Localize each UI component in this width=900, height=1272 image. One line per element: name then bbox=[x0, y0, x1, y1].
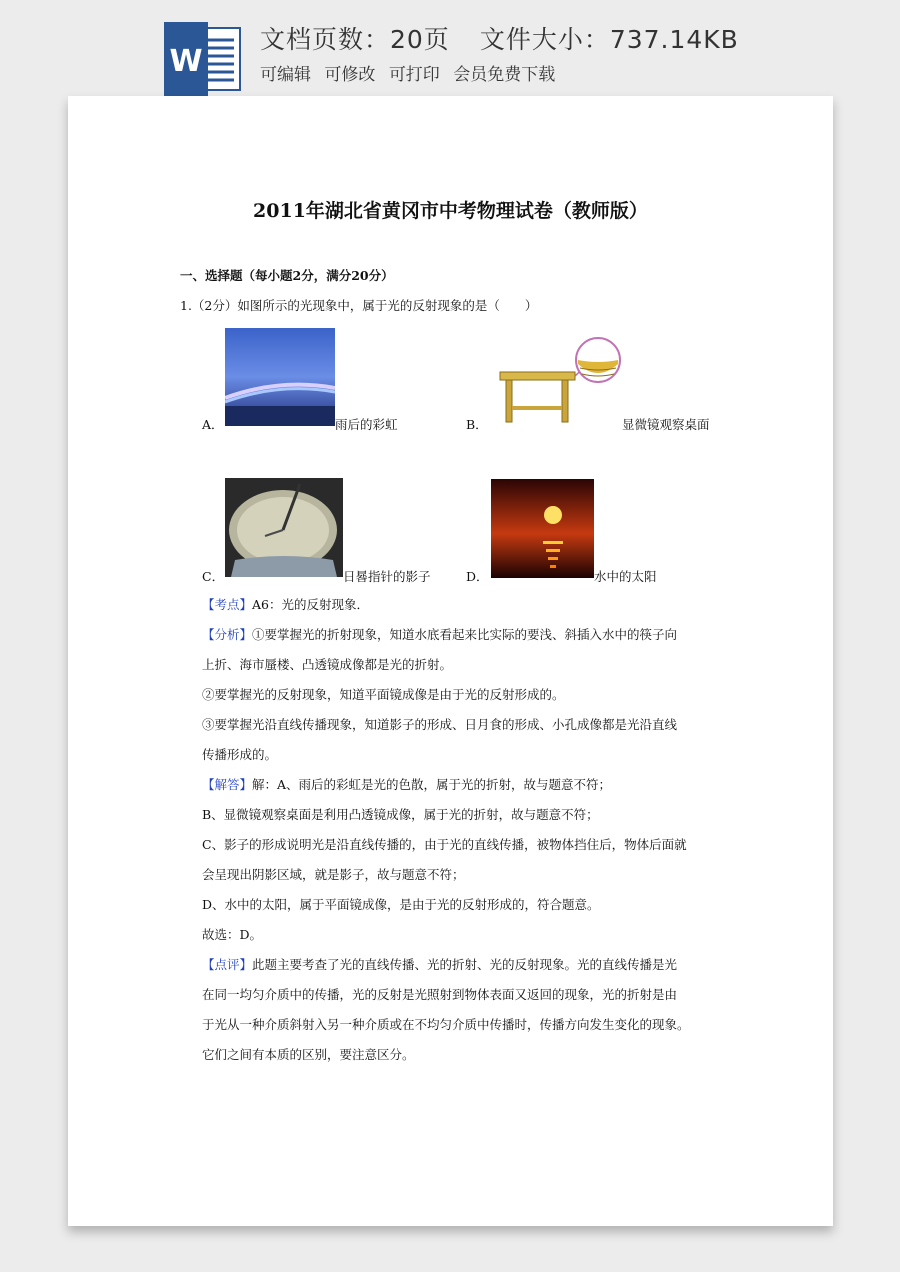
dianping-line-3: 于光从一种介质斜射入另一种介质或在不均匀介质中传播时，传播方向发生变化的现象。 bbox=[202, 1017, 690, 1032]
kaodian-text: A6：光的反射现象． bbox=[252, 597, 369, 612]
feature-printable: 可打印 bbox=[388, 65, 440, 85]
jieda-line-5: D、水中的太阳，属于平面镜成像，是由于光的反射形成的，符合题意。 bbox=[202, 897, 600, 912]
document-info-header bbox=[0, 0, 900, 100]
feature-member-download: 会员免费下载 bbox=[453, 65, 556, 85]
dianping-tag: 【点评】 bbox=[202, 957, 253, 972]
file-size: 文件大小：737.14KB bbox=[479, 25, 739, 54]
kaodian-line bbox=[202, 590, 722, 620]
dianping-line-2: 在同一均匀介质中的传播，光的反射是光照射到物体表面又返回的现象，光的折射是由 bbox=[202, 987, 678, 1002]
jieda-line-3: C、影子的形成说明光是沿直线传播的，由于光的直线传播，被物体挡住后，物体后面就 bbox=[202, 837, 687, 852]
option-c-text: 日晷指针的影子 bbox=[343, 569, 431, 584]
jieda-line-2: B、显微镜观察桌面是利用凸透镜成像，属于光的折射，故与题意不符； bbox=[202, 807, 599, 822]
option-d-letter: D． bbox=[466, 569, 489, 584]
word-doc-icon bbox=[164, 22, 244, 96]
feature-editable: 可编辑 bbox=[260, 65, 311, 85]
feature-modifiable: 可修改 bbox=[324, 65, 376, 85]
dianping-line-1 bbox=[202, 950, 722, 980]
jieda-line-4: 会呈现出阴影区域，就是影子，故与题意不符； bbox=[202, 867, 465, 882]
option-c-letter: C． bbox=[202, 569, 225, 584]
document-page bbox=[68, 96, 833, 1226]
doc-meta bbox=[260, 20, 739, 85]
sun-reflection-image bbox=[491, 479, 594, 578]
sundial-image bbox=[225, 478, 343, 577]
jieda-line-1 bbox=[202, 770, 722, 800]
jieda-line-6: 故选：D。 bbox=[202, 927, 263, 942]
option-b-letter: B． bbox=[466, 417, 488, 432]
word-icon-letter: W bbox=[169, 44, 203, 79]
page-count: 文档页数：20页 bbox=[260, 25, 450, 54]
kaodian-tag: 【考点】 bbox=[202, 597, 253, 612]
jieda-text-1: 解：A、雨后的彩虹是光的色散，属于光的折射，故与题意不符； bbox=[252, 777, 612, 792]
dianping-text-1: 此题主要考查了光的直线传播、光的折射、光的反射现象。光的直线传播是光 bbox=[252, 957, 678, 972]
doc-features bbox=[260, 60, 739, 85]
fenxi-line-4: ③要掌握光沿直线传播现象，知道影子的形成、日月食的形成、小孔成像都是光沿直线 bbox=[202, 717, 678, 732]
fenxi-text-1: ①要掌握光的折射现象，知道水底看起来比实际的要浅、斜插入水中的筷子向 bbox=[252, 627, 678, 642]
option-b-text: 显微镜观察桌面 bbox=[622, 417, 710, 432]
fenxi-line-1 bbox=[202, 620, 722, 650]
fenxi-line-2: 上折、海市蜃楼、凸透镜成像都是光的折射。 bbox=[202, 657, 453, 672]
fenxi-line-5: 传播形成的。 bbox=[202, 747, 278, 762]
doc-stats bbox=[260, 20, 739, 56]
rainbow-image bbox=[225, 328, 335, 426]
jieda-tag: 【解答】 bbox=[202, 777, 253, 792]
fenxi-tag: 【分析】 bbox=[202, 627, 253, 642]
option-a-text: 雨后的彩虹 bbox=[335, 417, 398, 432]
option-d-text: 水中的太阳 bbox=[594, 569, 657, 584]
section-heading: 一、选择题（每小题2分，满分20分） bbox=[180, 268, 394, 283]
page-title: 2011年湖北省黄冈市中考物理试卷（教师版） bbox=[253, 200, 648, 222]
question-1: 1.（2分）如图所示的光现象中，属于光的反射现象的是（ ） bbox=[180, 298, 538, 313]
fenxi-line-3: ②要掌握光的反射现象，知道平面镜成像是由于光的反射形成的。 bbox=[202, 687, 565, 702]
option-a-letter: A． bbox=[202, 417, 224, 432]
microscope-table-image bbox=[496, 334, 621, 426]
dianping-line-4: 它们之间有本质的区别，要注意区分。 bbox=[202, 1047, 415, 1062]
